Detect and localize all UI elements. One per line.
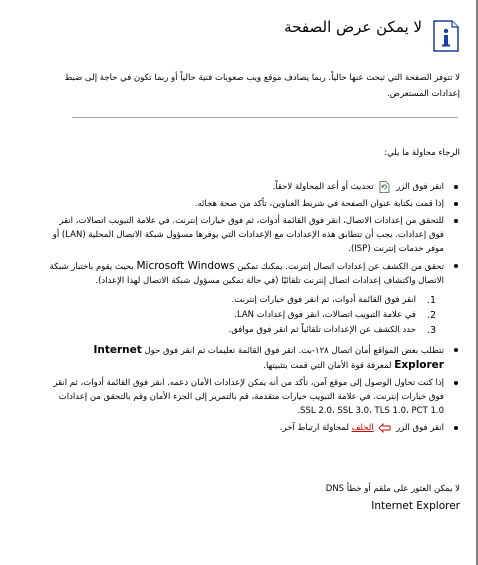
refresh-before-text: انقر فوق الزر [396,182,444,192]
list-item-back [48,421,448,435]
detect-step: 3. حدد الكشف عن الإعدادات تلقائياً ثم انقر فوق موافق. [228,325,436,336]
list-item-refresh [48,180,448,194]
back-link[interactable]: الخلف [351,423,374,433]
list-item-ssl-strength [48,343,448,373]
back-after-text: لمحاولة ارتباط آخر. [279,423,349,433]
detect-product-name: Microsoft Windows [136,260,235,272]
footer [326,481,460,515]
detect-step: 2. في علامة التبويب اتصالات، انقر فوق إعدادات LAN. [234,310,436,321]
list-item-secure-site: إذا كنت تحاول الوصول إلى موقع آمن، تأكد من أنه يمكن لإعدادات الأمان دعمه. انقر فوق القائمة أدوات، ثم انقر فوق خيارات إنترنت. في علامة التبويب خيارات متقدمة، قم بالتمرير إلى الجزء الأمان وقم بالتحقق من إعدادات SSL 2.0، SSL 3.0، TLS 1.0، PCT 1.0. [48,376,448,418]
list-item-connection-settings: للتحقق من إعدادات الاتصال، انقر فوق القائمة أدوات، ثم فوق خيارات إنترنت. في علامة التبويب اتصالات، انقر فوق إعدادات. يجب أن تتطابق هذه الإعدادات مع الإعدادات التي يوفرها مسؤول شبكة الاتصال المحلية (LAN) أو موفر خدمات إنترنت (ISP). [48,214,448,256]
page-title: لا يمكن عرض الصفحة [284,18,422,36]
ssl-product-name: Internet Explorer [93,344,444,371]
refresh-after-text: تحديث أو أعد المحاولة لاحقاً. [272,182,374,192]
footer-product: Internet Explorer [371,500,460,512]
error-description: لا يمكن العثور على ملقم أو خطأ DNS [325,484,460,494]
ssl-text-1: تتطلب بعض المواقع أمان اتصال ١٢٨-بت. انقر فوق القائمة تعليمات ثم انقر فوق حول [144,346,444,356]
refresh-icon [379,181,390,193]
detect-step: 1. انقر فوق القائمة أدوات، ثم انقر فوق خيارات إنترنت. [231,295,436,306]
detect-text-2: بحيث يقوم باختبار شبكة الاتصال واكتشاف إعدادات اتصال إنترنت تلقائيًا (في حالة تمكين مسؤول شبكة الاتصال لهذا الإعداد). [49,262,444,286]
try-heading: الرجاء محاولة ما يلي: [384,148,460,158]
list-item-typed-address: إذا قمت بكتابة عنوان الصفحة في شريط العناوين، تأكد من صحة هجائه. [48,197,448,211]
ssl-text-2: لمعرفة قوة الأمان التي قمت بتثبيتها. [263,361,392,371]
divider [72,117,458,118]
intro-text: لا تتوفر الصفحة التي تبحث عنها حالياً. ربما يصادف موقع ويب صعوبات فنية حالياً أو ربما تكون في حاجة إلى ضبط إعدادات المستعرض. [64,73,460,99]
list-item-detect-settings [48,259,448,337]
suggestion-list [48,180,460,438]
detect-steps [48,294,444,337]
back-arrow-icon[interactable] [378,423,391,433]
info-icon [432,20,460,52]
back-before-text: انقر فوق الزر [396,423,444,433]
detect-text-1: تحقق من الكشف عن إعدادات اتصال إنترنت. يمكنك تمكين [237,262,444,272]
